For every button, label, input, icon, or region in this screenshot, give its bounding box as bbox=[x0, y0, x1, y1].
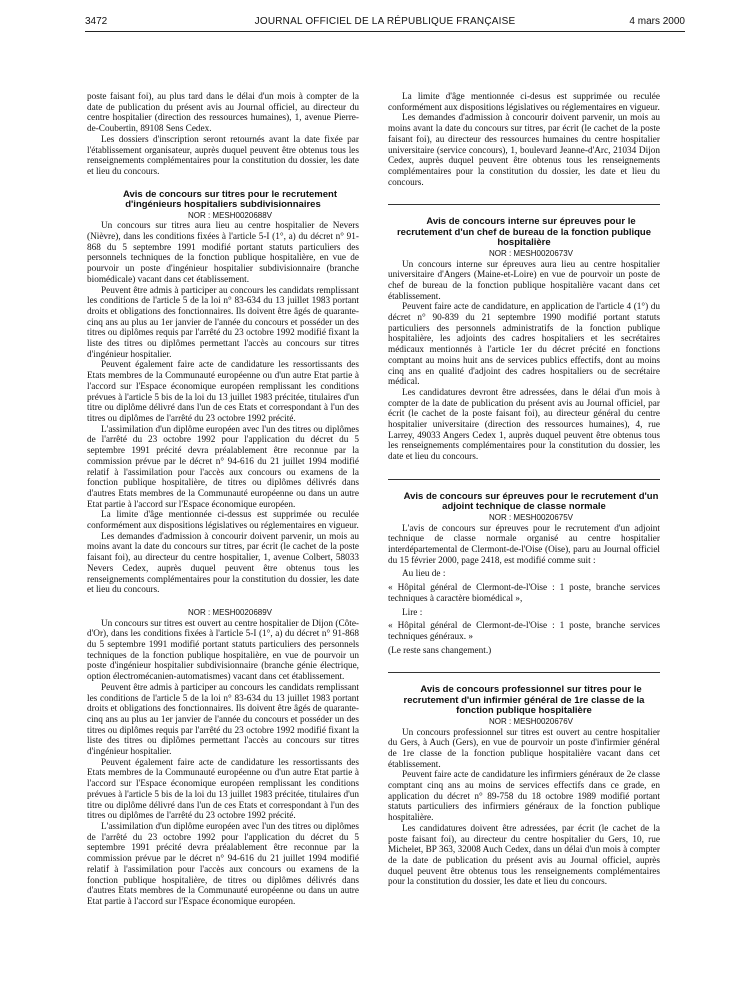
header-rule bbox=[85, 31, 685, 32]
nor-reference: NOR : MESH0020689V bbox=[187, 607, 273, 617]
paragraph: Au lieu de : bbox=[402, 569, 446, 580]
paragraph: Peuvent être admis à participer au concours les candidats remplissant les conditions de l'article 5 de la loi n° 83-634 du 13 juillet 1983 portant droits et obligations des fonctionnaires. Ils doivent être âgés de quarante-cinq ans au plus au 1er janvier de l'année du concours et posséder un des titres ou diplômes requis par l'arrêté du 23 octobre 1992 modifié fixant la liste des titres ou diplômes permettant l'accès au concours sur titres d'ingénieur hospitalier. bbox=[87, 285, 359, 360]
notice-title: Avis de concours interne sur épreuves pour le recrutement d'un chef de bureau de la fonction publique hospitalière bbox=[396, 216, 652, 249]
nor-reference: NOR : MESH0020673V bbox=[488, 248, 574, 258]
paragraph: Les demandes d'admission à concourir doivent parvenir, un mois au moins avant la date du concours sur titres, par écrit (le cachet de la poste faisant foi), au directeur des ressources humaines du centre hospitalier universitaire (service concours), 1, boulevard Jeanne-d'Arc, 21034 Dijon Cedex, auprès duquel peuvent être obtenus tous les renseignements complémentaires pour la constitution du dossier, les date et lieu du concours. bbox=[388, 113, 660, 188]
paragraph: La limite d'âge mentionnée ci-dessus est supprimée ou reculée conformément aux dispositions législatives ou réglementaires en vigueur. bbox=[87, 510, 359, 532]
paragraph: Un concours sur titres aura lieu au centre hospitalier de Nevers (Nièvre), dans les conditions fixées à l'article 5-I (1°, a) du décret n° 91-868 du 5 septembre 1991 modifié portant statuts particuliers des personnels techniques de la fonction publique hospitalière, en vue de pourvoir un poste d'ingénieur hospitalier subdivisionnaire (branche biomédicale) vacant dans cet établissement. bbox=[87, 221, 359, 285]
paragraph: Peuvent également faire acte de candidature les ressortissants des Etats membres de la Communauté européenne ou d'un autre Etat partie à l'accord sur l'Espace économique européen remplissant les conditions prévues à l'article 5 bis de la loi du 13 juillet 1983 précitée, titulaires d'un titre ou diplôme délivré dans l'un de ces Etats et correspondant à l'un des titres ou diplômes de l'arrêté du 23 octobre 1992 précité. bbox=[87, 757, 359, 822]
paragraph: L'assimilation d'un diplôme européen avec l'un des titres ou diplômes de l'arrêté du 23 octobre 1992 pour l'application du décret du 5 septembre 1991 précité devra préalablement être reconnue par la commission prévue par le décret n° 94-616 du 21 juillet 1994 modifié relatif à l'assimilation pour l'accès aux concours ou examens de la fonction publique hospitalière, de titres ou diplômes délivrés dans d'autres Etats membres de la Communauté européenne ou dans un autre Etat partie à l'accord sur l'Espace économique européen. bbox=[87, 424, 359, 510]
page-number: 3472 bbox=[85, 16, 108, 27]
paragraph: (Le reste sans changement.) bbox=[388, 645, 492, 656]
quoted-text: « Hôpital général de Clermont-de-l'Oise : 1 poste, branche services techniques généraux. » bbox=[388, 621, 660, 642]
paragraph: Les candidatures devront être adressées, dans le délai d'un mois à compter de la date de publication du présent avis au Journal officiel, par écrit (le cachet de la poste faisant foi), au directeur général du centre hospitalier universitaire (direction des ressources humaines), 4, rue Larrey, 49033 Angers Cedex 1, auprès duquel peuvent être obtenus tous les renseignements complémentaires pour la constitution du dossier, les date et lieu du concours. bbox=[388, 387, 660, 463]
paragraph: Peuvent faire acte de candidature les infirmiers généraux de 2e classe comptant cinq ans au moins de services effectifs dans ce grade, en application du décret n° 89-758 du 18 octobre 1989 modifié portant statuts particuliers des infirmiers généraux de la fonction publique hospitalière. bbox=[388, 770, 660, 824]
paragraph: Peuvent être admis à participer au concours les candidats remplissant les conditions de l'article 5 de la loi n° 83-634 du 13 juillet 1983 portant droits et obligations des fonctionnaires. Ils doivent être âgés de quarante-cinq ans au plus au 1er janvier de l'année du concours et posséder un des titres ou diplômes requis par l'arrêté du 23 octobre 1992 modifié fixant la liste des titres ou diplômes permettant l'accès au concours sur titres d'ingénieur hospitalier. bbox=[87, 682, 359, 758]
paragraph: Les candidatures doivent être adressées, par écrit (le cachet de la poste faisant foi), au directeur du centre hospitalier du Gers, 10, rue Michelet, BP 363, 32008 Auch Cedex, dans un délai d'un mois à compter de la date de publication du présent avis au Journal officiel, auprès duquel peuvent être obtenus tous les renseignements complémentaires pour la constitution du dossier, les date et lieu du concours. bbox=[388, 823, 660, 888]
journal-title: JOURNAL OFFICIEL DE LA RÉPUBLIQUE FRANÇAISE bbox=[254, 16, 516, 27]
nor-reference: NOR : MESH0020676V bbox=[488, 716, 574, 726]
paragraph: Peuvent également faire acte de candidature les ressortissants des Etats membres de la Communauté européenne ou d'un autre Etat partie à l'accord sur l'Espace économique européen remplissant les conditions prévues à l'article 5 bis de la loi du 13 juillet 1983 précitée, titulaires d'un titre ou diplôme délivré dans l'un de ces Etats et correspondant à l'un des titres ou diplômes de l'arrêté du 23 octobre 1992 précité. bbox=[87, 360, 359, 424]
paragraph: L'assimilation d'un diplôme européen avec l'un des titres ou diplômes de l'arrêté du 23 octobre 1992 pour l'application du décret du 5 septembre 1991 précité devra préalablement être reconnue par la commission prévue par le décret n° 94-616 du 21 juillet 1994 modifié relatif à l'assimilation pour l'accès aux concours ou examens de la fonction publique hospitalière, de titres ou diplômes délivrés dans d'autres Etats membres de la Communauté européenne ou dans un autre Etat partie à l'accord sur l'Espace économique européen. bbox=[87, 822, 359, 907]
paragraph: poste faisant foi), au plus tard dans le délai d'un mois à compter de la date de publication du présent avis au Journal officiel, au directeur du centre hospitalier (direction des ressources humaines), 1, avenue Pierre-de-Coubertin, 89108 Sens Cedex. bbox=[87, 92, 359, 135]
page-header bbox=[85, 13, 685, 29]
nor-reference: NOR : MESH0020688V bbox=[187, 210, 273, 220]
quoted-text: « Hôpital général de Clermont-de-l'Oise : 1 poste, branche services techniques à caractère biomédical », bbox=[388, 583, 660, 604]
right-column bbox=[388, 92, 660, 888]
paragraph: Peuvent faire acte de candidature, en application de l'article 4 (1°) du décret n° 90-839 du 21 septembre 1990 modifié portant statuts particuliers des personnels administratifs de la fonction publique hospitalière, les adjoints des cadres hospitaliers et les secrétaires médicaux mentionnés à l'article 1er du décret précité en fonctions comptant au moins huit ans de services publics effectifs, dont au moins cinq ans en qualité d'adjoint des cadres hospitaliers ou de secrétaire médical. bbox=[388, 302, 660, 388]
notice-title: Avis de concours sur titres pour le recrutement d'ingénieurs hospitaliers subdivisionnaires bbox=[123, 188, 337, 211]
paragraph: Lire : bbox=[402, 607, 423, 618]
paragraph: Un concours sur titres est ouvert au centre hospitalier de Dijon (Côte-d'Or), dans les conditions fixées à l'article 5-I (1°, a) du décret n° 91-868 du 5 septembre 1991 modifié portant statuts particuliers des personnels techniques de la fonction publique hospitalière, en vue de pourvoir un poste d'ingénieur hospitalier subdivisionnaire (branche génie électrique, option électromécanien-automatismes) vacant dans cet établissement. bbox=[87, 618, 359, 683]
paragraph: Les demandes d'admission à concourir doivent parvenir, un mois au moins avant la date du concours sur titres, par écrit (le cachet de la poste faisant foi), au directeur du centre hospitalier, 1, avenue Colbert, 58033 Nevers Cedex, auprès duquel peuvent être obtenus tous les renseignements complémentaires pour la constitution du dossier, les date et lieu du concours. bbox=[87, 531, 359, 596]
paragraph: La limite d'âge mentionnée ci-desus est supprimée ou reculée conformément aux dispositions législatives ou réglementaires en vigueur. bbox=[388, 92, 660, 113]
paragraph: Un concours interne sur épreuves aura lieu au centre hospitalier universitaire d'Angers (Maine-et-Loire) en vue de pourvoir un poste de chef de bureau de la fonction publique hospitalière vacant dans cet établissement. bbox=[388, 259, 660, 302]
nor-reference: NOR : MESH0020675V bbox=[488, 512, 574, 522]
paragraph: Un concours professionnel sur titres est ouvert au centre hospitalier du Gers, à Auch (Gers), en vue de pourvoir un poste d'infirmier général de 1re classe de la fonction publique hospitalière vacant dans cet établissement. bbox=[388, 727, 660, 770]
left-column bbox=[87, 92, 359, 908]
notice-title: Avis de concours sur épreuves pour le recrutement d'un adjoint technique de classe normale bbox=[403, 490, 659, 513]
paragraph: L'avis de concours sur épreuves pour le recrutement d'un adjoint technique de classe normale organisé au centre hospitalier interdépartemental de Clermont-de-l'Oise (Oise), paru au Journal officiel du 15 février 2000, page 2418, est modifié comme suit : bbox=[388, 523, 660, 566]
notice-title: Avis de concours professionnel sur titres pour le recrutement d'un infirmier général de 1re classe de la fonction publique hospitalière bbox=[403, 684, 645, 717]
publication-date: 4 mars 2000 bbox=[629, 16, 685, 27]
paragraph: Les dossiers d'inscription seront retournés avant la date fixée par l'établissement organisateur, auprès duquel peuvent être obtenus tous les renseignements complémentaires pour la constitution du dossier, les date et lieu du concours. bbox=[87, 134, 359, 177]
